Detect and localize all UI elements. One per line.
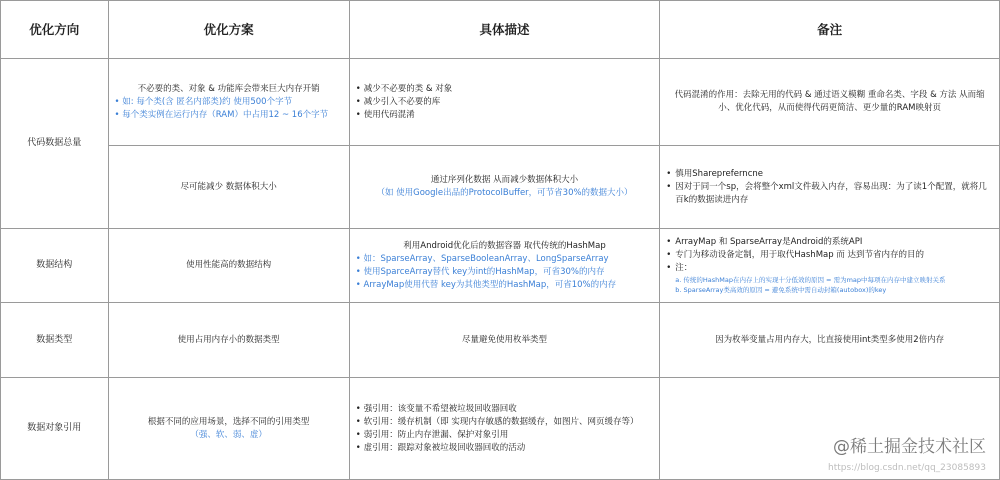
plan-cell: 使用占用内存小的数据类型: [108, 303, 349, 378]
category-object-reference: 数据对象引用: [1, 378, 109, 480]
list-item: • 弱引用：防止内存泄漏、保护对象引用: [356, 429, 654, 442]
description-note: • ArrayMap使用代替 key为其他类型的HashMap，可省10%的内存: [355, 279, 617, 290]
description-cell: 尽量避免使用枚举类型: [349, 303, 660, 378]
description-lead: 通过序列化数据 从而减少数据体积大小: [430, 175, 579, 185]
header-description: 具体描述: [349, 1, 660, 59]
description-lead: 利用Android优化后的数据容器 取代传统的HashMap: [403, 240, 606, 251]
remark-cell: 因为枚举变量占用内存大，比直接使用int类型多使用2倍内存: [660, 303, 1000, 378]
list-item: • 注：: [666, 262, 993, 275]
description-note: • 如：SparseArray、SparseBooleanArray、LongSparseArray: [355, 253, 609, 264]
plan-lead: 根据不同的应用场景，选择不同的引用类型: [147, 416, 310, 427]
list-item: • 强引用：该变量不希望被垃圾回收器回收: [356, 403, 654, 416]
header-plan: 优化方案: [108, 1, 349, 59]
list-item: • ArrayMap 和 SparseArray是Android的系统API: [666, 236, 993, 249]
description-cell: [349, 229, 660, 303]
header-remarks: 备注: [660, 1, 1000, 59]
category-data-type: 数据类型: [1, 303, 109, 378]
category-code-data: 代码数据总量: [1, 59, 109, 229]
list-item: • 因对于同一个sp，会将整个xml文件载入内存，容易出现：为了读1个配置，就将几百k的数据读进内存: [666, 181, 993, 207]
plan-lead: 不必要的类、对象 & 功能库会带来巨大内存开销: [137, 83, 320, 94]
plan-note: • 如: 每个类(含 匿名内部类)约 使用500个字节: [114, 96, 293, 107]
watermark: @稀土掘金技术社区: [833, 437, 986, 457]
remark-cell: [660, 146, 1000, 229]
remark-detail: b. SparseArray类高效的原因 = 避免系统中需自动封箱(autobox)的key: [675, 286, 887, 294]
header-row: [1, 1, 1000, 59]
category-data-structure: 数据结构: [1, 229, 109, 303]
remark-cell: 代码混淆的作用：去除无用的代码 & 通过语义模糊 重命名类、字段 & 方法 从而缩小、优化代码，从而使得代码更简洁、更少量的RAM映射页: [660, 59, 1000, 146]
description-note: • 使用SparceArray替代 key为int的HashMap，可省30%的内存: [355, 266, 605, 277]
table-row: [1, 146, 1000, 229]
plan-cell: [108, 378, 349, 480]
list-item: • 软引用：缓存机制（即 实现内存敏感的数据缓存，如图片、网页缓存等）: [356, 416, 654, 429]
list-item: • 减少不必要的类 & 对象: [356, 83, 654, 96]
plan-cell: [108, 59, 349, 146]
description-cell: [349, 59, 660, 146]
table-row: [1, 303, 1000, 378]
table-row: [1, 59, 1000, 146]
table-row: [1, 229, 1000, 303]
description-cell: [349, 378, 660, 480]
description-note: （如 使用Google出品的ProtocolBuffer，可节省30%的数据大小）: [376, 188, 633, 198]
plan-note: • 每个类实例在运行内存（RAM）中占用12 ~ 16个字节: [114, 109, 329, 120]
description-cell: [349, 146, 660, 229]
plan-notes: [115, 96, 343, 122]
remark-detail: a. 传统的HashMap在内存上的实现十分低效的原因 = 需为map中每项在内存中建立映射关系: [675, 276, 946, 284]
list-item: • 减少引入不必要的库: [356, 96, 654, 109]
list-item: • 专门为移动设备定制，用于取代HashMap 而 达到节省内存的目的: [666, 249, 993, 262]
remark-cell: [660, 229, 1000, 303]
watermark-url: https://blog.csdn.net/qq_23085893: [827, 463, 986, 473]
list-item: • 慎用Sharepreferncne: [666, 168, 993, 181]
plan-cell: 使用性能高的数据结构: [108, 229, 349, 303]
plan-cell: 尽可能减少 数据体积大小: [108, 146, 349, 229]
plan-note: （强、软、弱、虚）: [190, 429, 267, 440]
list-item: • 使用代码混淆: [356, 109, 654, 122]
header-direction: 优化方向: [1, 1, 109, 59]
list-item: • 虚引用：跟踪对象被垃圾回收器回收的活动: [356, 442, 654, 455]
